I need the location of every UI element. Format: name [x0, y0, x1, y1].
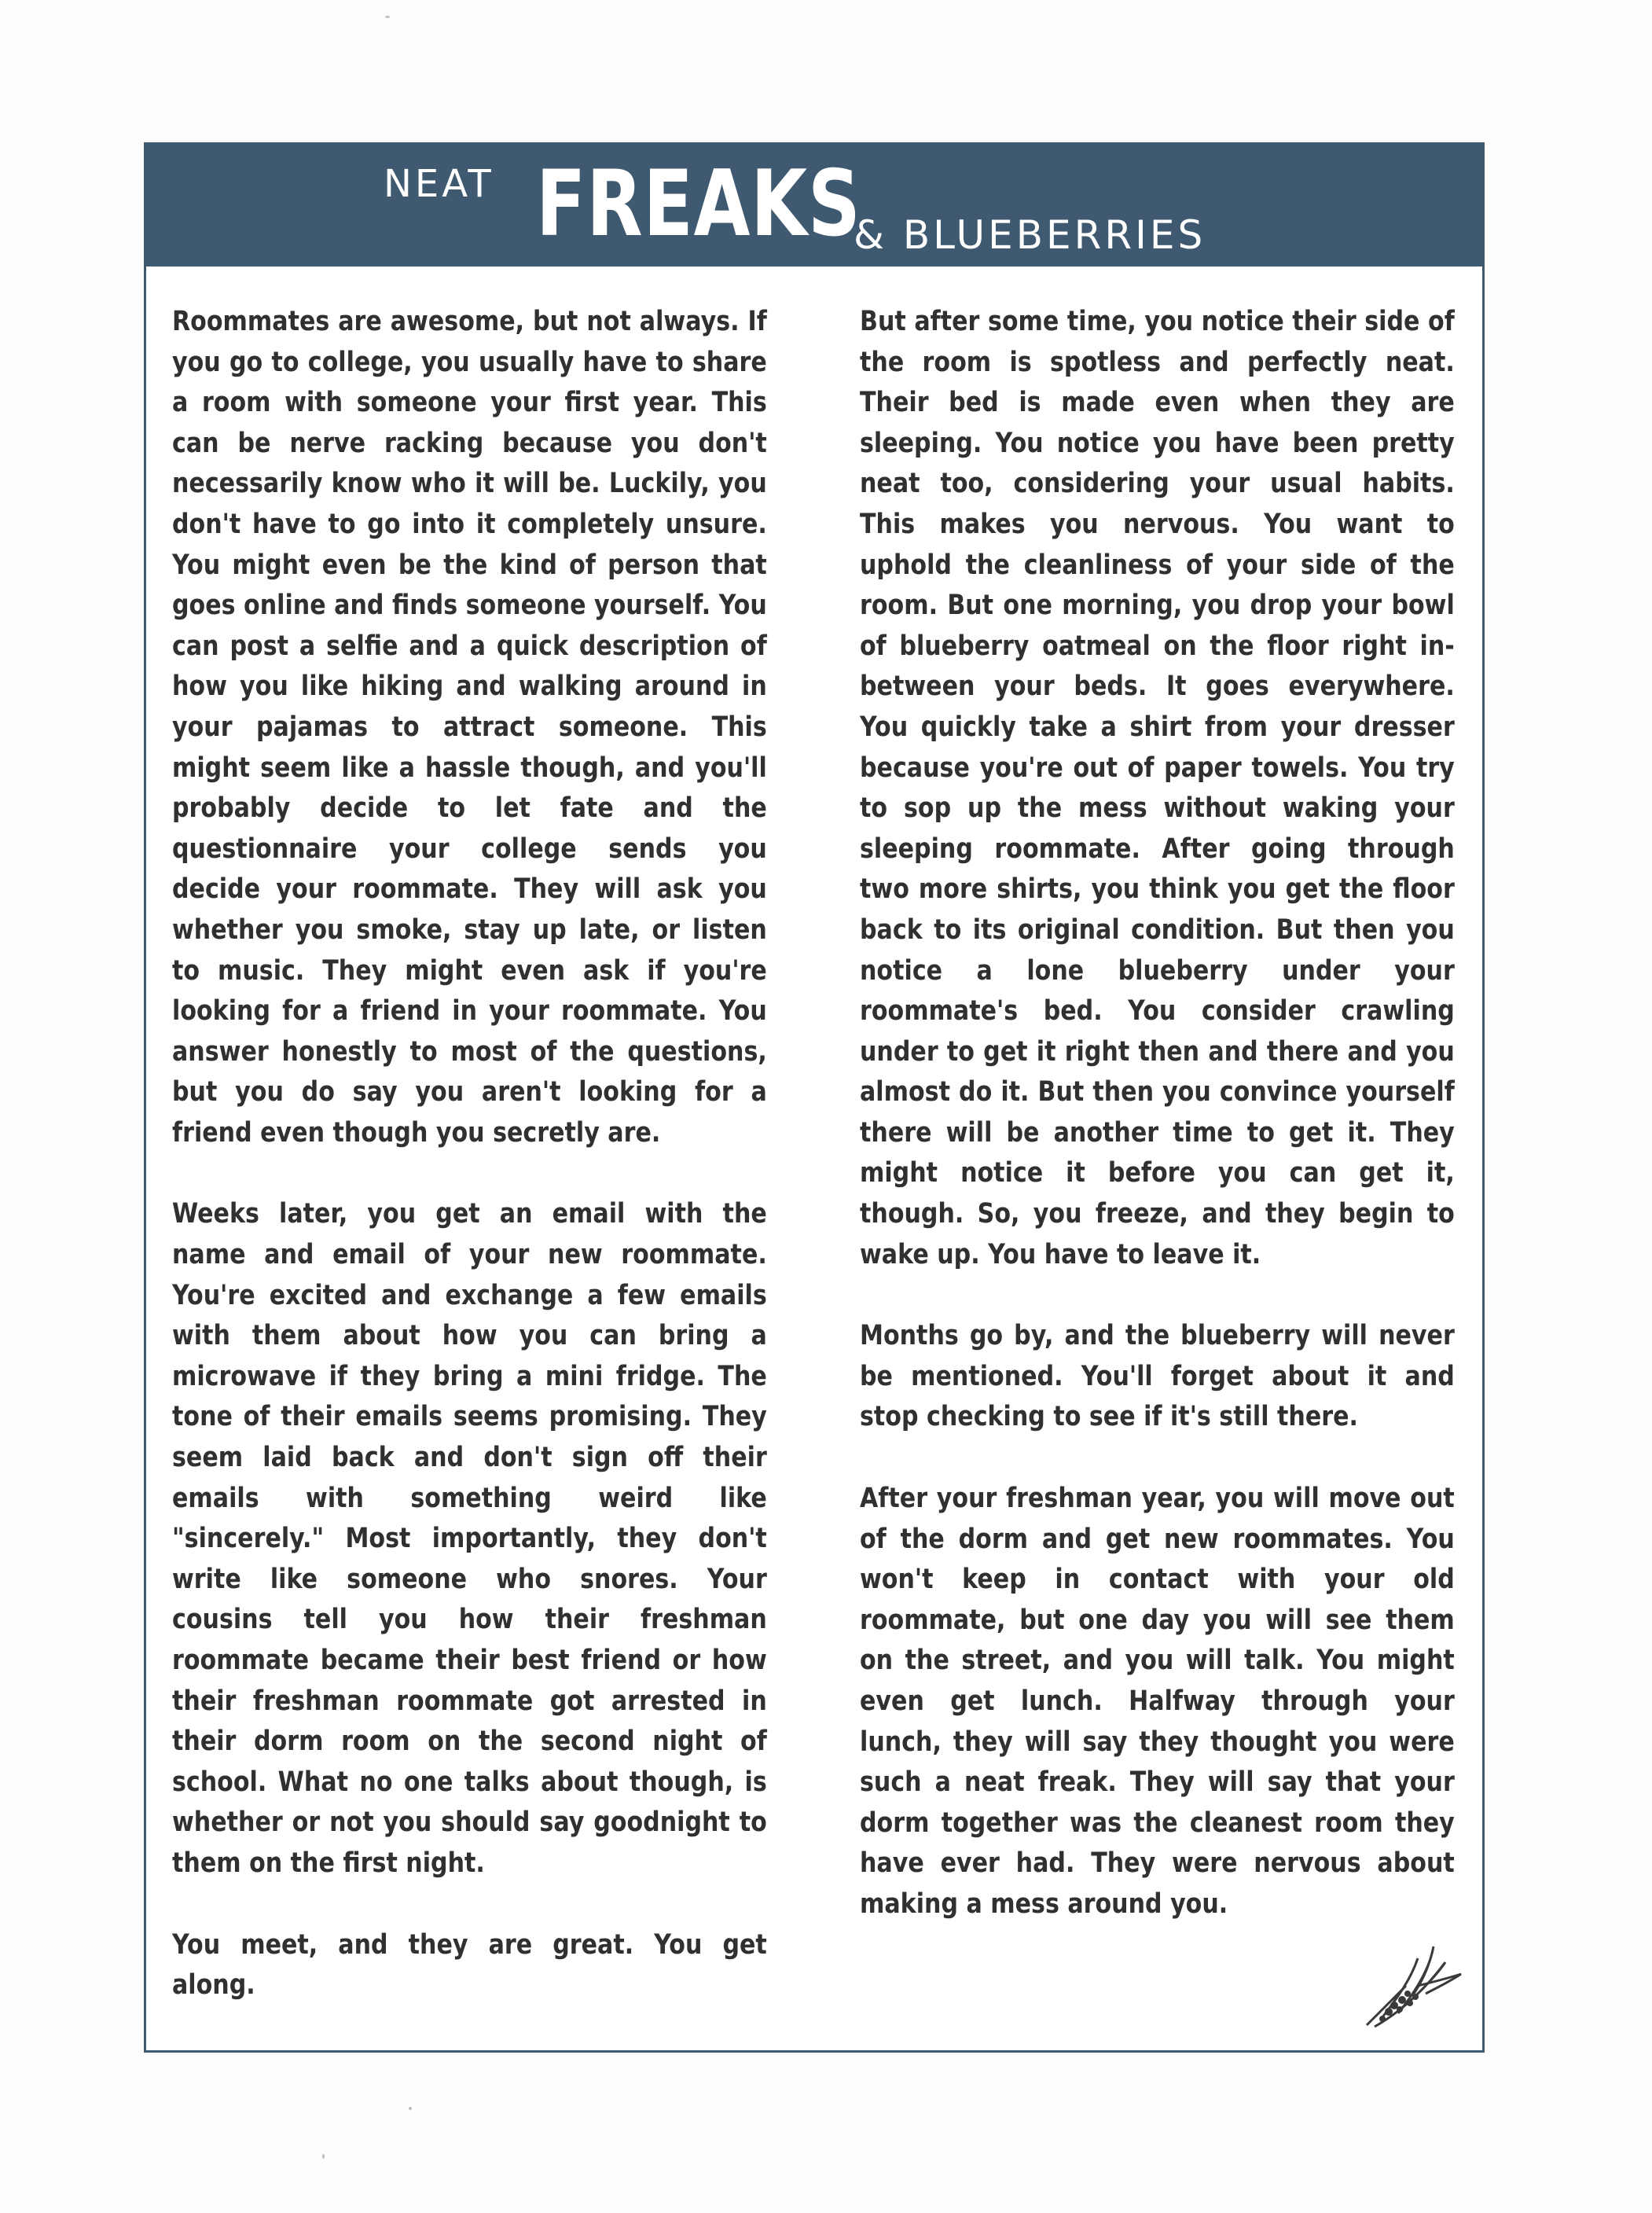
title-word-freaks: FREAKS — [536, 151, 861, 257]
paragraph: You meet, and they are great. You get along. — [172, 1928, 767, 2002]
article-box — [144, 142, 1485, 2053]
right-column — [860, 302, 1455, 1966]
paragraph: But after some time, you notice their side of the room is spotless and perfectly neat. Their bed is made even when they are sleeping. You notice you have been pretty neat too, considering your usual habits. This makes you nervous. You want to uphold the cleanliness of your side of the room. But one morning, you drop your bowl of blueberry oatmeal on the floor right in-between your beds. It goes everywhere. You quickly take a shirt from your dresser because you're out of paper towels. You try to sop up the mess without waking your sleeping roommate. After going through two more shirts, you think you get the floor back to its original condition. But then you notice a lone blueberry under your roommate's bed. You consider crawling under to get it right then and there and you almost do it. But then you convince yourself there will be another time to get it. They might notice it before you can get it, though. So, you freeze, and they begin to wake up. You have to leave it. — [860, 306, 1455, 1270]
title-banner — [146, 145, 1482, 267]
paragraph: Months go by, and the blueberry will never be mentioned. You'll forget about it and stop checking to see if it's still there. — [860, 1320, 1455, 1433]
title-word-blueberries: & BLUEBERRIES — [854, 212, 1206, 258]
title-word-neat: NEAT — [384, 162, 494, 206]
corn-icon — [1351, 1939, 1469, 2033]
scan-speck — [322, 2154, 325, 2159]
scan-speck — [409, 2107, 412, 2110]
scan-speck — [385, 16, 390, 18]
article-title — [146, 145, 1482, 267]
paragraph: After your freshman year, you will move out of the dorm and get new roommates. You won't keep in contact with your old roommate, but one day you will see them on the street, and you will talk. You might even get lunch. Halfway through your lunch, they will say they thought you were such a neat freak. They will say that your dorm together was the cleanest room they have ever had. They were nervous about making a mess around you. — [860, 1483, 1455, 1920]
paragraph: Weeks later, you get an email with the name and email of your new roommate. You're excited and exchange a few emails with them about how you can bring a microwave if they bring a mini fridge. The tone of their emails seems promising. They seem laid back and don't sign off their emails with something weird like "sincerely." Most importantly, they don't write like someone who snores. Your cousins tell you how their freshman roommate became their best friend or how their freshman roommate got arrested in their dorm room on the second night of school. What no one talks about though, is whether or not you should say goodnight to them on the first night. — [172, 1198, 767, 1879]
left-column — [172, 302, 767, 2047]
paragraph: Roommates are awesome, but not always. If you go to college, you usually have to share a room with someone your first year. This can be nerve racking because you don't necessarily know who it will be. Luckily, you don't have to go into it completely unsure. You might even be the kind of person that goes online and finds someone yourself. You can post a selfie and a quick description of how you like hiking and walking around in your pajamas to attract someone. This might seem like a hassle though, and you'll probably decide to let fate and the questionnaire your college sends you decide your roommate. They will ask you whether you smoke, stay up late, or listen to music. They might even ask if you're looking for a friend in your roommate. You answer honestly to most of the questions, but you do say you aren't looking for a friend even though you secretly are. — [172, 306, 767, 1149]
